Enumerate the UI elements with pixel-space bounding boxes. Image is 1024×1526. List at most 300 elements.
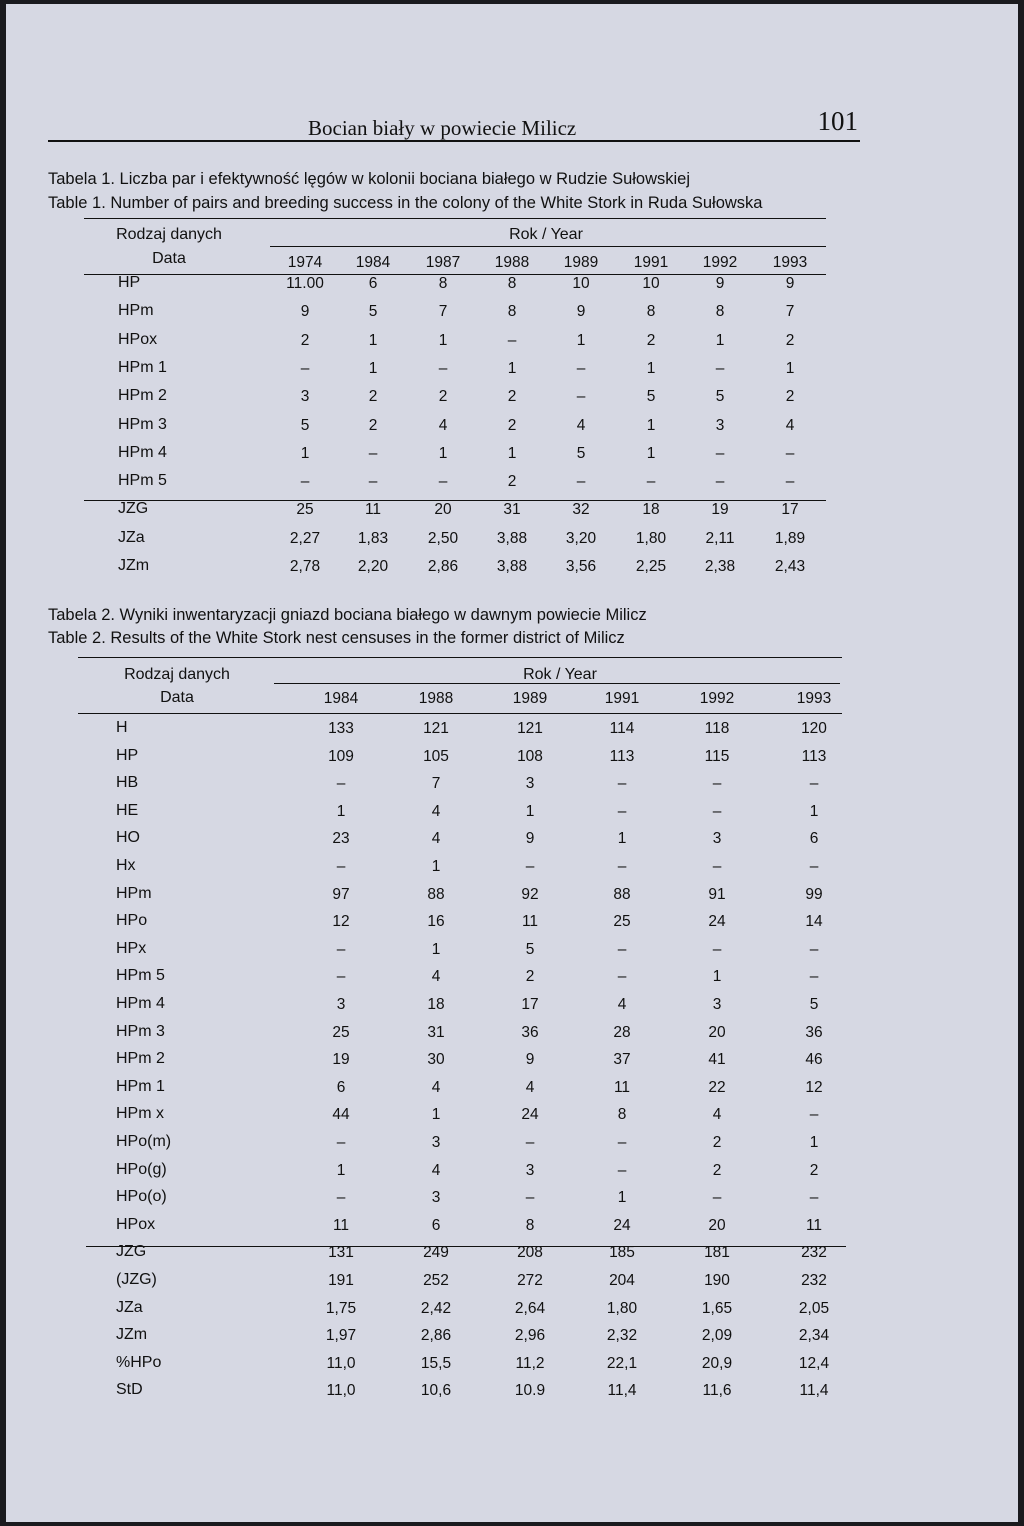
table1-row-label: HP: [118, 274, 141, 291]
table1-cell: 3,56: [565, 558, 597, 575]
table1-year-1989: 1989: [563, 254, 599, 271]
table1-cell: 18: [642, 501, 660, 519]
table2-cell: 22: [708, 1078, 726, 1096]
table1-cell: 9: [715, 275, 725, 292]
table1-cell: –: [438, 359, 448, 377]
table2-cell: 232: [801, 1244, 827, 1262]
table1-year-1987: 1987: [425, 254, 461, 271]
table1-cell: 1: [507, 359, 517, 377]
table2-cell: 24: [521, 1106, 539, 1124]
table1-cell: 1: [438, 331, 448, 349]
table2-cell: 41: [708, 1051, 726, 1069]
table1-cell: 1: [438, 444, 448, 462]
table2-cell: 2,86: [420, 1327, 452, 1345]
table1-cell: 2: [438, 388, 448, 406]
table2-cell: 97: [332, 885, 350, 903]
table1-cell: 25: [296, 501, 314, 519]
table1-cell: –: [576, 359, 586, 377]
table2-cell: 4: [431, 802, 441, 820]
table2-cell: 4: [617, 996, 627, 1013]
table2-row-label: HPo(m): [116, 1133, 172, 1150]
table1-cell: 2,27: [289, 529, 321, 547]
table2-cell: 24: [613, 1216, 631, 1234]
table2-cell: 2: [712, 1134, 722, 1151]
table2-cell: –: [525, 1134, 535, 1151]
table2-cell: 2: [525, 968, 535, 986]
table2-cell: 8: [617, 1106, 627, 1124]
table2-cell: 1: [336, 1161, 346, 1179]
table2-row-label: H: [116, 719, 128, 736]
table1-row-label: JZm: [118, 557, 150, 574]
table2-cell: 23: [332, 830, 350, 848]
table1-year-1991: 1991: [633, 254, 669, 271]
table1-cell: 10: [642, 275, 660, 292]
table1-year-1974: 1974: [287, 254, 323, 271]
table2-cell: 121: [517, 720, 543, 737]
table2-cell: 1: [431, 858, 441, 875]
table1-cell: 5: [576, 444, 586, 462]
table2-cell: 6: [809, 830, 819, 848]
table2-row-label: Hx: [116, 857, 136, 874]
table2-cell: –: [809, 940, 819, 958]
table2-cell: –: [617, 802, 627, 820]
table2-header-data-type: Rodzaj danych: [124, 666, 230, 683]
table2-cell: –: [617, 1161, 627, 1179]
table2-row-label: HO: [116, 829, 140, 847]
table1-cell: 1: [646, 416, 656, 434]
table2-cell: 2,42: [420, 1299, 452, 1317]
table2-cell: 4: [525, 1078, 535, 1096]
table1-cell: 1,89: [774, 529, 806, 547]
table1-cell: 2,78: [289, 558, 321, 575]
table2-cell: –: [336, 775, 346, 793]
table2-row-label: HPo(o): [116, 1188, 167, 1206]
table1-caption-en: Table 1. Number of pairs and breeding success in the colony of the White Stork in Ruda Sułowska: [48, 194, 763, 212]
table1-cell: 32: [572, 501, 590, 519]
table2-cell: 10,6: [420, 1382, 452, 1400]
table1-row-label: HPm 4: [118, 443, 167, 461]
table2-row-label: HP: [116, 746, 139, 764]
running-head-title: Bocian biały w powiecie Milicz: [308, 116, 577, 140]
table2-cell: 120: [801, 720, 827, 737]
table2-cell: 16: [427, 913, 445, 931]
table1-cell: 1: [646, 359, 656, 377]
table1-row-label: HPm 2: [118, 387, 167, 405]
table1-cell: 8: [646, 303, 656, 321]
table2-cell: 1: [431, 940, 441, 958]
table1-cell: –: [438, 473, 448, 491]
table1-cell: 5: [646, 388, 656, 406]
table1-cell: 1: [785, 359, 795, 377]
table2-cell: 5: [525, 940, 535, 958]
table2-cell: 36: [805, 1023, 823, 1041]
table2-cell: 2,32: [606, 1327, 638, 1345]
table1-cell: 19: [711, 501, 729, 519]
table2-row-label: HPx: [116, 939, 147, 957]
table2-cell: 20,9: [701, 1354, 733, 1372]
table1-year-1993: 1993: [772, 254, 808, 271]
table2-cell: 12: [332, 913, 350, 931]
table2-cell: 11,0: [326, 1382, 356, 1400]
table2-cell: –: [617, 775, 627, 793]
table1-cell: 3,88: [496, 529, 528, 547]
table1-cell: 2,86: [427, 558, 459, 575]
table1-header-data-type: Rodzaj danych: [116, 226, 222, 243]
table1-cell: 2,43: [774, 558, 806, 575]
table2-cell: 1,80: [606, 1299, 638, 1317]
table2-cell: –: [712, 775, 722, 793]
table2-cell: 22,1: [606, 1354, 638, 1372]
table1-cell: –: [785, 473, 795, 491]
table2-year-1993: 1993: [796, 690, 832, 707]
table1-cell: 5: [300, 416, 310, 434]
table2-cell: 191: [328, 1272, 354, 1289]
table1-cell: 2: [507, 473, 517, 491]
table2-cell: –: [617, 1134, 627, 1151]
table2-cell: 11: [613, 1078, 631, 1096]
table2-cell: 4: [712, 1106, 722, 1124]
table2-cell: 1: [617, 830, 627, 848]
table2-cell: –: [525, 1189, 535, 1207]
table2-cell: 204: [609, 1272, 635, 1289]
table1-cell: 3: [715, 416, 725, 434]
table2-cell: 11: [521, 913, 539, 931]
table2-rule-0: [78, 657, 842, 658]
table1-row-label: HPox: [118, 330, 158, 348]
table1-header-year-group: Rok / Year: [509, 226, 583, 243]
table2-cell: –: [809, 968, 819, 986]
table2-cell: 3: [712, 830, 722, 848]
table1-cell: 2,20: [357, 558, 389, 575]
table2-cell: 108: [517, 747, 543, 765]
table2-cell: 92: [521, 885, 539, 903]
table2-cell: 9: [525, 1051, 535, 1069]
table2-row-label: HPox: [116, 1215, 156, 1233]
table1-cell: 9: [576, 303, 586, 321]
table2-cell: 4: [431, 830, 441, 848]
table2-caption-pl: Tabela 2. Wyniki inwentaryzacji gniazd bociana białego w dawnym powiecie Milicz: [48, 606, 647, 624]
table2-row-label: (JZG): [116, 1271, 157, 1288]
table2-cell: 4: [431, 968, 441, 986]
table2-row-label: HE: [116, 801, 139, 819]
table2-cell: 11,4: [607, 1382, 637, 1400]
table1-cell: 3,88: [496, 558, 528, 575]
table2-row-label: %HPo: [116, 1353, 162, 1371]
table2-cell: –: [336, 1134, 346, 1151]
table2-cell: 113: [801, 747, 827, 765]
table2-year-1992: 1992: [699, 690, 735, 707]
table2-cell: 46: [805, 1051, 823, 1069]
table2-cell: 232: [801, 1272, 827, 1289]
table1-cell: –: [300, 359, 310, 377]
table1-cell: 2,11: [705, 529, 735, 547]
table2-cell: 105: [423, 747, 449, 765]
table2-caption-en: Table 2. Results of the White Stork nest censuses in the former district of Milicz: [48, 629, 625, 647]
table2-cell: 3: [431, 1134, 441, 1151]
table1-cell: –: [785, 444, 795, 462]
table2-cell: 3: [431, 1189, 441, 1207]
table2-cell: 88: [427, 885, 445, 903]
table1-cell: 2: [368, 388, 378, 406]
table2-cell: 2,05: [798, 1299, 830, 1317]
table1-cell: 8: [507, 275, 517, 292]
page-number: 101: [817, 106, 858, 136]
table1-year-1984: 1984: [355, 254, 391, 271]
table2-cell: –: [336, 858, 346, 875]
table2-cell: 1: [431, 1106, 441, 1124]
table2-cell: 11,0: [326, 1354, 356, 1372]
table1-cell: 2,38: [704, 558, 736, 575]
table2-cell: –: [617, 940, 627, 958]
table1-cell: 17: [781, 501, 799, 519]
table1-rule-0: [84, 218, 826, 219]
table2-row-label: HPo(g): [116, 1160, 167, 1178]
table2-cell: 1,75: [325, 1299, 357, 1317]
table1-year-1988: 1988: [494, 254, 530, 271]
table2-row-label: HB: [116, 774, 139, 792]
table2-cell: 249: [423, 1244, 449, 1262]
table2-cell: 24: [708, 913, 726, 931]
table2-rule-2: [78, 713, 842, 714]
table2-cell: 12: [805, 1078, 823, 1096]
table1-cell: 2,25: [635, 558, 667, 575]
running-head: [48, 100, 860, 142]
table2-row-label: HPo: [116, 912, 148, 930]
table1: [84, 216, 828, 586]
table2-cell: 11: [805, 1216, 823, 1234]
table2-cell: 28: [613, 1023, 631, 1041]
table2-cell: 10.9: [514, 1382, 546, 1400]
table1-cell: 2: [368, 416, 378, 434]
table2-cell: 9: [525, 830, 535, 848]
table2-cell: 1: [525, 802, 535, 820]
table1-rule-1: [270, 246, 826, 247]
table1-cell: 9: [785, 275, 795, 292]
table2-cell: –: [336, 968, 346, 986]
table1-row-label: HPm 5: [118, 472, 167, 490]
table2-cell: –: [617, 968, 627, 986]
table1-row-label: JZG: [118, 500, 149, 518]
table2-cell: 2: [712, 1161, 722, 1179]
table2-cell: –: [336, 1189, 346, 1207]
table2-cell: 114: [609, 720, 635, 737]
table2-cell: 88: [613, 885, 631, 903]
table2-cell: 20: [708, 1216, 726, 1234]
table1-cell: 10: [572, 275, 590, 292]
table1-cell: 5: [715, 388, 725, 406]
table2-cell: 3: [525, 1161, 535, 1179]
table2-row-label: StD: [116, 1381, 143, 1399]
table1-cell: 2: [300, 331, 310, 349]
table1-cell: 4: [576, 416, 586, 434]
table2-cell: 91: [708, 885, 726, 903]
table2-cell: 3: [712, 996, 722, 1013]
table2-cell: 1: [809, 802, 819, 820]
table2-cell: –: [336, 940, 346, 958]
table1-cell: 1: [368, 359, 378, 377]
table2-cell: 1,65: [701, 1299, 733, 1317]
table2-cell: 252: [423, 1272, 449, 1289]
table2-cell: 181: [704, 1244, 730, 1262]
table2-cell: 37: [613, 1051, 631, 1069]
table2-row-label: JZa: [116, 1298, 143, 1316]
table1-cell: 2: [785, 388, 795, 406]
table2-header-data-label: Data: [160, 689, 194, 706]
table2-cell: –: [809, 858, 819, 875]
table1-cell: 2: [507, 388, 517, 406]
table2-row-label: HPm 2: [116, 1050, 165, 1068]
table2-cell: 5: [809, 996, 819, 1013]
table1-cell: 3,20: [565, 529, 597, 547]
table2-row-label: HPm 1: [116, 1077, 165, 1095]
table2-cell: 30: [427, 1051, 445, 1069]
table2-cell: 3: [525, 775, 535, 793]
table1-cell: 1: [300, 444, 310, 462]
table2-year-1984: 1984: [323, 690, 359, 707]
table1-cell: 9: [300, 303, 310, 321]
table1-cell: 6: [368, 275, 378, 292]
table1-cell: 2: [507, 416, 517, 434]
table2-cell: 2,96: [514, 1327, 546, 1345]
table2-row-label: JZm: [116, 1326, 148, 1344]
table1-cell: –: [368, 473, 378, 491]
table1-cell: 2: [785, 331, 795, 349]
table2-cell: 11,2: [515, 1354, 545, 1372]
table2-cell: 25: [332, 1023, 350, 1041]
table2-cell: –: [525, 858, 535, 875]
table1-header-data-label: Data: [152, 250, 186, 267]
table2-cell: 2,64: [514, 1299, 546, 1317]
table2-row-label: HPm 4: [116, 995, 165, 1012]
table2-cell: 11,4: [799, 1382, 829, 1400]
table1-cell: 8: [715, 303, 725, 321]
table2-cell: 7: [431, 775, 441, 793]
table2-cell: 4: [431, 1078, 441, 1096]
table1-cell: 4: [438, 416, 448, 434]
table1-cell: 1: [715, 331, 725, 349]
table2-cell: –: [712, 858, 722, 875]
table2-cell: 118: [704, 720, 730, 737]
table2-cell: –: [809, 1106, 819, 1124]
table1-cell: 11: [364, 501, 382, 519]
table1-cell: 1: [507, 444, 517, 462]
table1-cell: –: [715, 359, 725, 377]
table2-row-label: HPm: [116, 884, 152, 902]
table2-cell: 14: [805, 913, 823, 931]
table1-cell: –: [368, 444, 378, 462]
table2-year-1988: 1988: [418, 690, 454, 707]
table2-year-1989: 1989: [512, 690, 548, 707]
table1-cell: 8: [507, 303, 517, 321]
table2-row-label: JZG: [116, 1243, 147, 1261]
table2-cell: 1: [336, 802, 346, 820]
table1-cell: 5: [368, 303, 378, 321]
table1-cell: 20: [434, 501, 452, 519]
table2-cell: 25: [613, 913, 631, 931]
table1-cell: 31: [503, 501, 521, 519]
table1-cell: –: [646, 473, 656, 491]
table1-row-label: HPm 3: [118, 415, 167, 433]
table1-cell: –: [300, 473, 310, 491]
table2-cell: 17: [521, 996, 539, 1013]
table2-cell: –: [617, 858, 627, 875]
table2-cell: 2,34: [798, 1327, 830, 1345]
table2-row-label: HPm x: [116, 1105, 164, 1123]
table2-cell: 121: [423, 720, 449, 737]
table2-cell: 44: [332, 1106, 350, 1124]
table1-cell: 1,83: [357, 529, 389, 547]
table2-cell: 2: [809, 1161, 819, 1179]
table1-cell: –: [715, 444, 725, 462]
table2-cell: 2,09: [701, 1327, 733, 1345]
table2-cell: 131: [328, 1244, 354, 1262]
table2-cell: 1: [809, 1134, 819, 1151]
table2-cell: 6: [336, 1078, 346, 1096]
table2-cell: 8: [525, 1216, 535, 1234]
table2-cell: 6: [431, 1216, 441, 1234]
table2-cell: 113: [609, 747, 635, 765]
table2-cell: –: [712, 1189, 722, 1207]
table2-cell: 99: [805, 885, 823, 903]
table2-cell: 272: [517, 1272, 543, 1289]
table2-cell: 1: [617, 1189, 627, 1207]
table2-cell: 109: [328, 747, 354, 765]
table1-cell: 1: [576, 331, 586, 349]
table1-cell: 4: [785, 416, 795, 434]
table2-cell: 31: [427, 1023, 445, 1041]
table1-caption-pl: Tabela 1. Liczba par i efektywność lęgów w kolonii bociana białego w Rudzie Sułowskiej: [48, 170, 691, 188]
table2-cell: 133: [328, 720, 354, 737]
table1-cell: –: [576, 388, 586, 406]
table1-cell: 7: [438, 303, 448, 321]
table1-cell: 3: [300, 388, 310, 406]
table2-cell: 36: [521, 1023, 539, 1041]
table2-cell: –: [712, 802, 722, 820]
table2-cell: 11,6: [702, 1382, 732, 1400]
table2-cell: 1: [712, 968, 722, 986]
table1-cell: –: [576, 473, 586, 491]
table2-cell: 19: [332, 1051, 350, 1069]
table2-row-label: HPm 3: [116, 1022, 165, 1040]
table2: [78, 655, 848, 1415]
table2-cell: 18: [427, 996, 445, 1013]
table2-cell: –: [809, 775, 819, 793]
table1-cell: –: [715, 473, 725, 491]
table1-row-label: HPm: [118, 302, 154, 320]
table1-cell: 2,50: [427, 529, 459, 547]
table1-cell: 2: [646, 331, 656, 349]
table2-cell: 20: [708, 1023, 726, 1041]
table1-year-1992: 1992: [702, 254, 738, 271]
table2-cell: 12,4: [798, 1354, 830, 1372]
table1-row-label: JZa: [118, 528, 145, 546]
table2-year-1991: 1991: [604, 690, 640, 707]
table2-cell: 15,5: [420, 1354, 452, 1372]
table2-header-year-group: Rok / Year: [523, 666, 597, 683]
table2-cell: 1,97: [325, 1327, 357, 1345]
table1-cell: 1: [368, 331, 378, 349]
table1-row-label: HPm 1: [118, 358, 167, 376]
table1-cell: 7: [785, 303, 795, 321]
table1-cell: 8: [438, 275, 448, 292]
table1-cell: 11.00: [286, 275, 324, 292]
table2-cell: –: [712, 940, 722, 958]
table2-cell: 190: [704, 1272, 730, 1289]
table2-cell: 185: [609, 1244, 635, 1262]
table1-cell: –: [507, 331, 517, 349]
table2-cell: 3: [336, 996, 346, 1013]
table2-cell: 115: [704, 747, 730, 765]
